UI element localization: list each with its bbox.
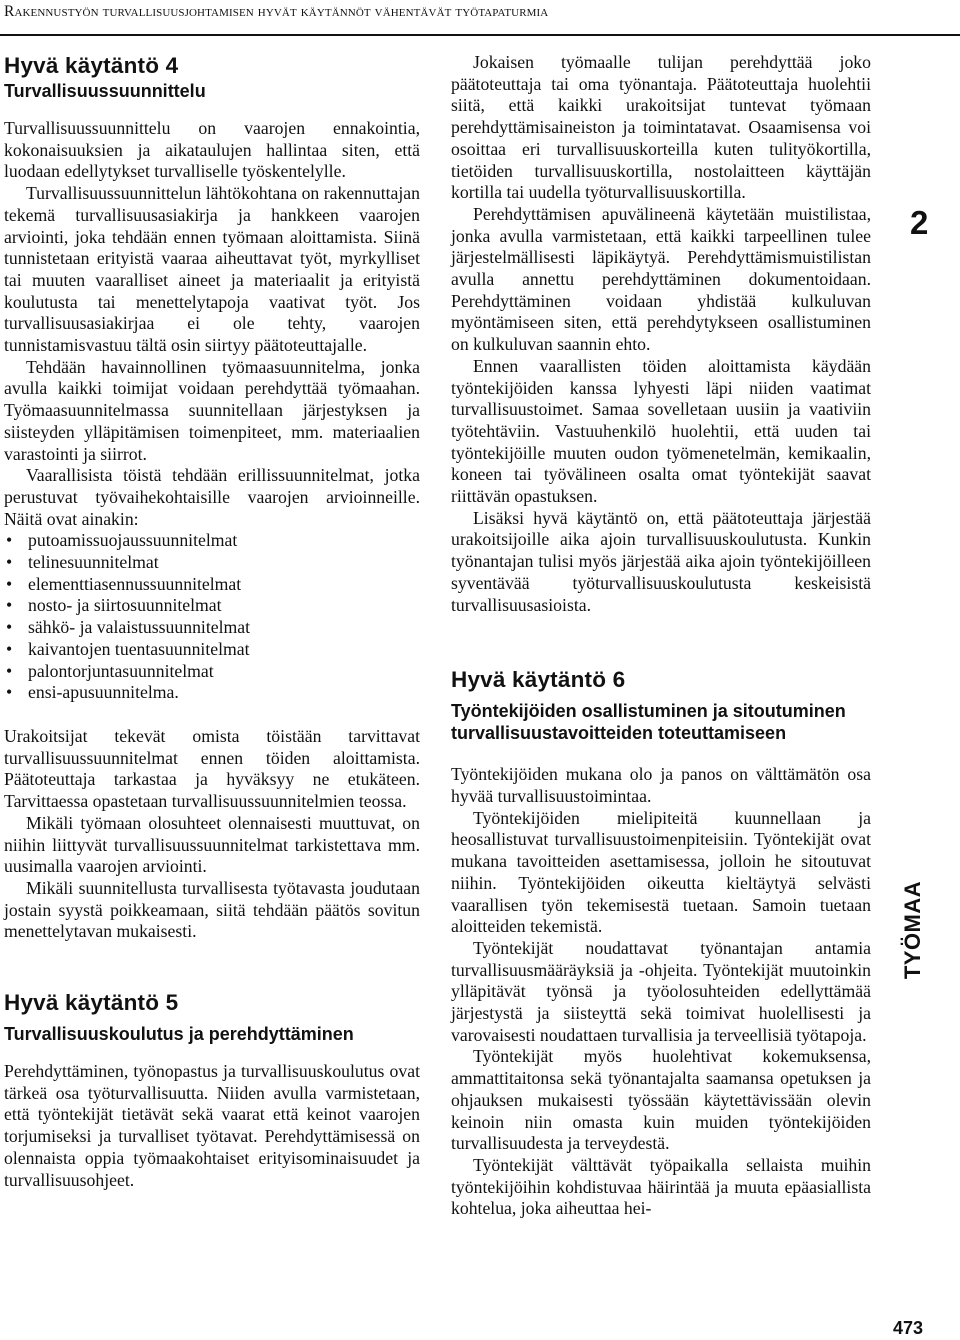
chapter-tab — [888, 870, 938, 990]
paragraph: Perehdyttämisen apuvälineenä käytetään muistilistaa, jonka avulla varmistetaan, että kaikki tarpeellinen tulee järjestelmällisesti läpikäytyä. Perehdyttämismuistilistan avulla annettu perehdyttäminen dokumentoidaan. Perehdyttäminen voidaan yhdistää kulkuluvan myöntämiseen siten, että perehdytykseen osallistuminen on kulkuluvan saannin ehto. — [451, 203, 871, 355]
list-item — [4, 661, 420, 683]
section-title-bp5: Hyvä käytäntö 5 — [4, 990, 179, 1016]
list-item-text: nosto- ja siirtosuunnitelmat — [28, 595, 222, 616]
paragraph: Lisäksi hyvä käytäntö on, että päätoteuttaja järjestää urakoitsijoille aika ajoin turvallisuuskoulutusta. Kunkin työnantajan tulisi myös järjestää aika ajoin työntekijöilleen syventävää työturvallisuuskoulutusta keskeisistä turvallisuusasioista. — [451, 507, 871, 615]
paragraph: Tehdään havainnollinen työmaasuunnitelma, jonka avulla kaikki toimijat voidaan perehdyttää työmaahan. Työmaasuunnitelmassa suunnitellaan järjestyksen ja siisteyden ylläpitämisen toimenpiteet, mm. materiaalien varastointi ja siirrot. — [4, 356, 420, 464]
bullet-icon: • — [6, 595, 13, 616]
paragraph: Työntekijät välttävät työpaikalla sellaista muihin työntekijöihin kohdistuvaa häirintää ja muuta epäasiallista kohtelua, joka aiheuttaa hei- — [451, 1154, 871, 1219]
paragraph: Ennen vaarallisten töiden aloittamista käydään työntekijöiden kanssa lyhyesti läpi niiden vaatimat turvallisuustoimet. Samaa sovelletaan uusiin ja vaativiin työtehtäviin. Vastuuhenkilö huolehtii, että uuden tai työntekijöille muuten oudon työmenetelmän, kemikaalin, koneen tai työvälineen osalta omat työntekijät saavat riittävän opastuksen. — [451, 355, 871, 507]
bullet-icon: • — [6, 530, 13, 551]
paragraph: Jokaisen työmaalle tulijan perehdyttää joko päätoteuttaja tai oma työnantaja. Päätoteuttaja huolehtii siitä, että kaikki urakoitsijat tuntevat työmaan perehdyttämisaineiston ja toimintatavat. Osaamisensa voi osoittaa eri turvallisuuskorteilla kuten tulityökortilla, tietöiden turvallisuuskortilla, nostolaitteen käyttäjän kortilla tai uudella työturvallisuuskortilla. — [451, 52, 871, 203]
list-item-text: ensi-apusuunnitelma. — [28, 682, 179, 703]
running-header: Rakennustyön turvallisuusjohtamisen hyvät käytännöt vähentävät työtapaturmia — [4, 3, 549, 20]
list-item — [4, 552, 420, 574]
header-rule — [0, 34, 960, 36]
bullet-icon: • — [6, 573, 13, 594]
chapter-number: 2 — [910, 204, 929, 241]
paragraph: Vaarallisista töistä tehdään erillissuunnitelmat, jotka perustuvat työvaihekohtaisille vaarojen arvioinneille. Näitä ovat ainakin: — [4, 465, 420, 529]
page-number: 473 — [893, 1318, 924, 1338]
left-column — [4, 50, 420, 1191]
paragraph: Turvallisuussuunnittelu on vaarojen ennakointia, kokonaisuuksien ja aikataulujen hallintaa siten, että luodaan edellytykset turvalliselle työskentelylle. — [4, 118, 420, 182]
list-item-text: sähkö- ja valaistussuunnitelmat — [28, 617, 251, 638]
list-item-text: putoamissuojaussuunnitelmat — [28, 530, 238, 551]
section-subtitle-bp5: Turvallisuuskoulutus ja perehdyttäminen — [4, 1024, 354, 1045]
paragraph: Työntekijöiden mielipiteitä kuunnellaan ja heosallistuvat turvallisuustoimenpiteisiin. Työntekijät ovat mukana tavoitteiden asettamisessa, jolloin he sitoutuvat niihin. Työntekijöiden oikeutta kieltäytyä selvästi vaarallisen työn tekemisestä tuetaan. Samoin tuetaan aloitteiden tekemistä. — [451, 807, 871, 937]
bullet-icon: • — [6, 682, 13, 703]
chapter-tab-label: TYÖMAA — [900, 880, 926, 980]
list-item-text: palontorjuntasuunnitelmat — [28, 660, 214, 681]
paragraph: Työntekijät myös huolehtivat kokemuksensa, ammattitaitonsa sekä työnantajalta saamansa opetuksen ja ohjauksen mukaisesti työssään käytettävissään olevin keinoin niin omasta kuin muiden työntekijöiden turvallisuudesta ja terveydestä. — [451, 1046, 871, 1154]
list-item-text: telinesuunnitelmat — [28, 552, 159, 573]
list-item — [4, 574, 420, 596]
section-subtitle-bp4: Turvallisuussuunnittelu — [4, 81, 206, 101]
paragraph: Perehdyttäminen, työnopastus ja turvallisuuskoulutus ovat tärkeä osa työturvallisuutta. Niiden avulla varmistetaan, että työntekijät tietävät sekä vaarat että keinot vaarojen torjumiseksi ja turvalliset työtavat. Perehdyttämisessä on olennaista oppia työmaakohtaiset erityisominaisuudet ja turvallisuusohjeet. — [4, 1061, 420, 1190]
section-title-bp4: Hyvä käytäntö 4 — [4, 53, 179, 78]
bullet-icon: • — [6, 552, 13, 573]
bullet-icon: • — [6, 660, 13, 681]
section-subtitle-bp6: Työntekijöiden osallistuminen ja sitoutuminen turvallisuustavoitteiden toteuttamiseen — [451, 701, 846, 744]
list-item — [4, 530, 420, 552]
list-item — [4, 617, 420, 639]
list-item — [4, 682, 420, 704]
plans-list — [4, 530, 420, 704]
bullet-icon: • — [6, 638, 13, 659]
paragraph: Urakoitsijat tekevät omista töistään tarvittavat turvallisuussuunnitelmat ennen töiden aloittamista. Päätoteuttaja tarkastaa ja hyväksyy ne etukäteen. Tarvittaessa opastetaan turvallisuussuunnitelmien teossa. — [4, 725, 420, 812]
list-item-text: kaivantojen tuentasuunnitelmat — [28, 638, 250, 659]
right-column — [451, 52, 871, 1220]
bullet-icon: • — [6, 617, 13, 638]
list-item-text: elementtiasennussuunnitelmat — [28, 573, 242, 594]
paragraph: Työntekijöiden mukana olo ja panos on välttämätön osa hyvää turvallisuustoimintaa. — [451, 764, 871, 806]
paragraph: Mikäli työmaan olosuhteet olennaisesti muuttuvat, on niihin liittyvät turvallisuussuunnitelmat tarkistettava mm. uusimalla vaarojen arviointi. — [4, 812, 420, 877]
paragraph: Turvallisuussuunnittelun lähtökohtana on rakennuttajan tekemä turvallisuusasiakirja ja hankkeen vaarojen arviointi, joka tehdään ennen työmaan aloittamista. Siinä tunnistetaan erityistä vaaraa aiheuttavat työt, myrkylliset tai muuten vaaralliset aineet ja materiaalit ja erityistä koulutusta tai menettelytapoja vaativat työt. Jos turvallisuusasiakirjaa ei ole tehty, vaarojen tunnistamisvastuu tältä osin siirtyy päätoteuttajalle. — [4, 183, 420, 356]
list-item — [4, 595, 420, 617]
list-item — [4, 639, 420, 661]
paragraph: Työntekijät noudattavat työnantajan antamia turvallisuusmääräyksiä ja -ohjeita. Työntekijät muutoinkin ylläpitävät työnsä ja työolosuhteiden edellyttämää järjestystä ja siisteyttä sekä toimivat huolellisesti ja varovaisesti noudattaen turvallisia ja terveellisiä työtapoja. — [451, 937, 871, 1045]
section-title-bp6: Hyvä käytäntö 6 — [451, 667, 626, 693]
paragraph: Mikäli suunnitellusta turvallisesta työtavasta joudutaan jostain syystä poikkeamaan, siitä tehdään päätös sovitun menettelytavan mukaisesti. — [4, 877, 420, 942]
